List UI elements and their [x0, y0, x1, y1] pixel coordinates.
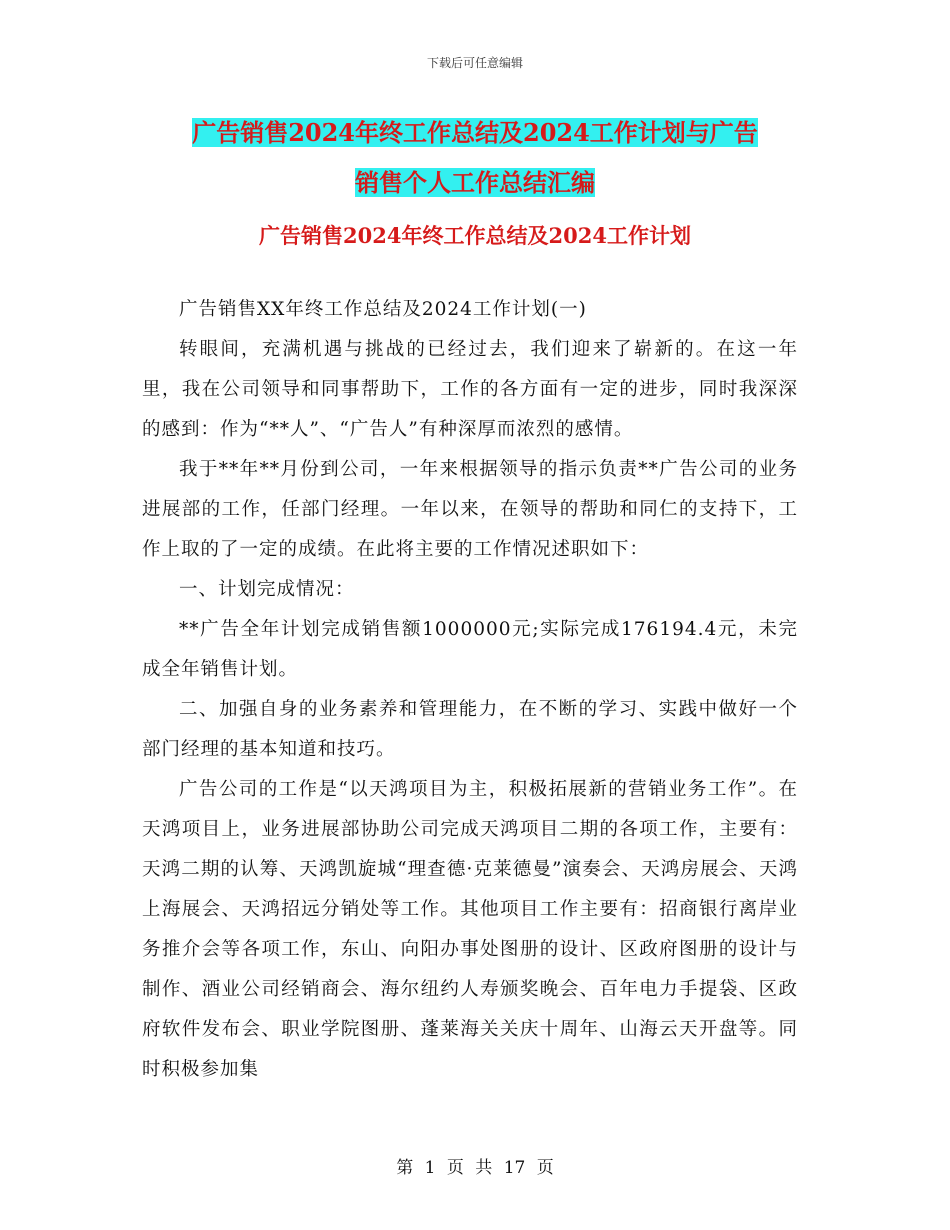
paragraph: 一、计划完成情况：	[179, 579, 355, 600]
page-header-note: 下载后可任意编辑	[426, 56, 523, 70]
paragraph: 广告公司的工作是“以天鸿项目为主，积极拓展新的营销业务工作”。在天鸿项目上，业务进展部协助公司完成天鸿项目二期的各项工作，主要有：天鸿二期的认筹、天鸿凯旋城“理查德·克莱德曼”演奏会、天鸿房展会、天鸿上海展会、天鸿招远分销处等工作。其他项目工作主要有：招商银行离岸业务推介会等各项工作，东山、向阳办事处图册的设计、区政府图册的设计与制作、酒业公司经销商会、海尔纽约人寿颁奖晚会、百年电力手提袋、区政府软件发布会、职业学院图册、蓬莱海关关庆十周年、山海云天开盘等。同时积极参加集	[142, 779, 798, 1080]
main-title	[140, 108, 810, 208]
paragraph: 我于**年**月份到公司，一年来根据领导的指示负责**广告公司的业务进展部的工作，任部门经理。一年以来，在领导的帮助和同仁的支持下，工作上取的了一定的成绩。在此将主要的工作情况述职如下：	[142, 459, 798, 560]
section-title: 广告销售2024年终工作总结及2024工作计划	[259, 223, 691, 248]
page-footer: 第 1 页 共 17 页	[396, 1158, 554, 1178]
paragraph: 二、加强自身的业务素养和管理能力，在不断的学习、实践中做好一个部门经理的基本知道和技巧。	[142, 699, 798, 760]
paragraph: 广告销售XX年终工作总结及2024工作计划(一)	[179, 299, 587, 320]
paragraph: 转眼间，充满机遇与挑战的已经过去，我们迎来了崭新的。在这一年里，我在公司领导和同事帮助下，工作的各方面有一定的进步，同时我深深的感到：作为“**人”、“广告人”有种深厚而浓烈的感情。	[142, 339, 798, 440]
main-title-line-1: 广告销售2024年终工作总结及2024工作计划与广告	[192, 118, 758, 147]
paragraph: **广告全年计划完成销售额1000000元;实际完成176194.4元，未完成全年销售计划。	[142, 619, 798, 680]
main-title-line-2: 销售个人工作总结汇编	[355, 168, 595, 197]
body-text	[142, 290, 798, 1090]
